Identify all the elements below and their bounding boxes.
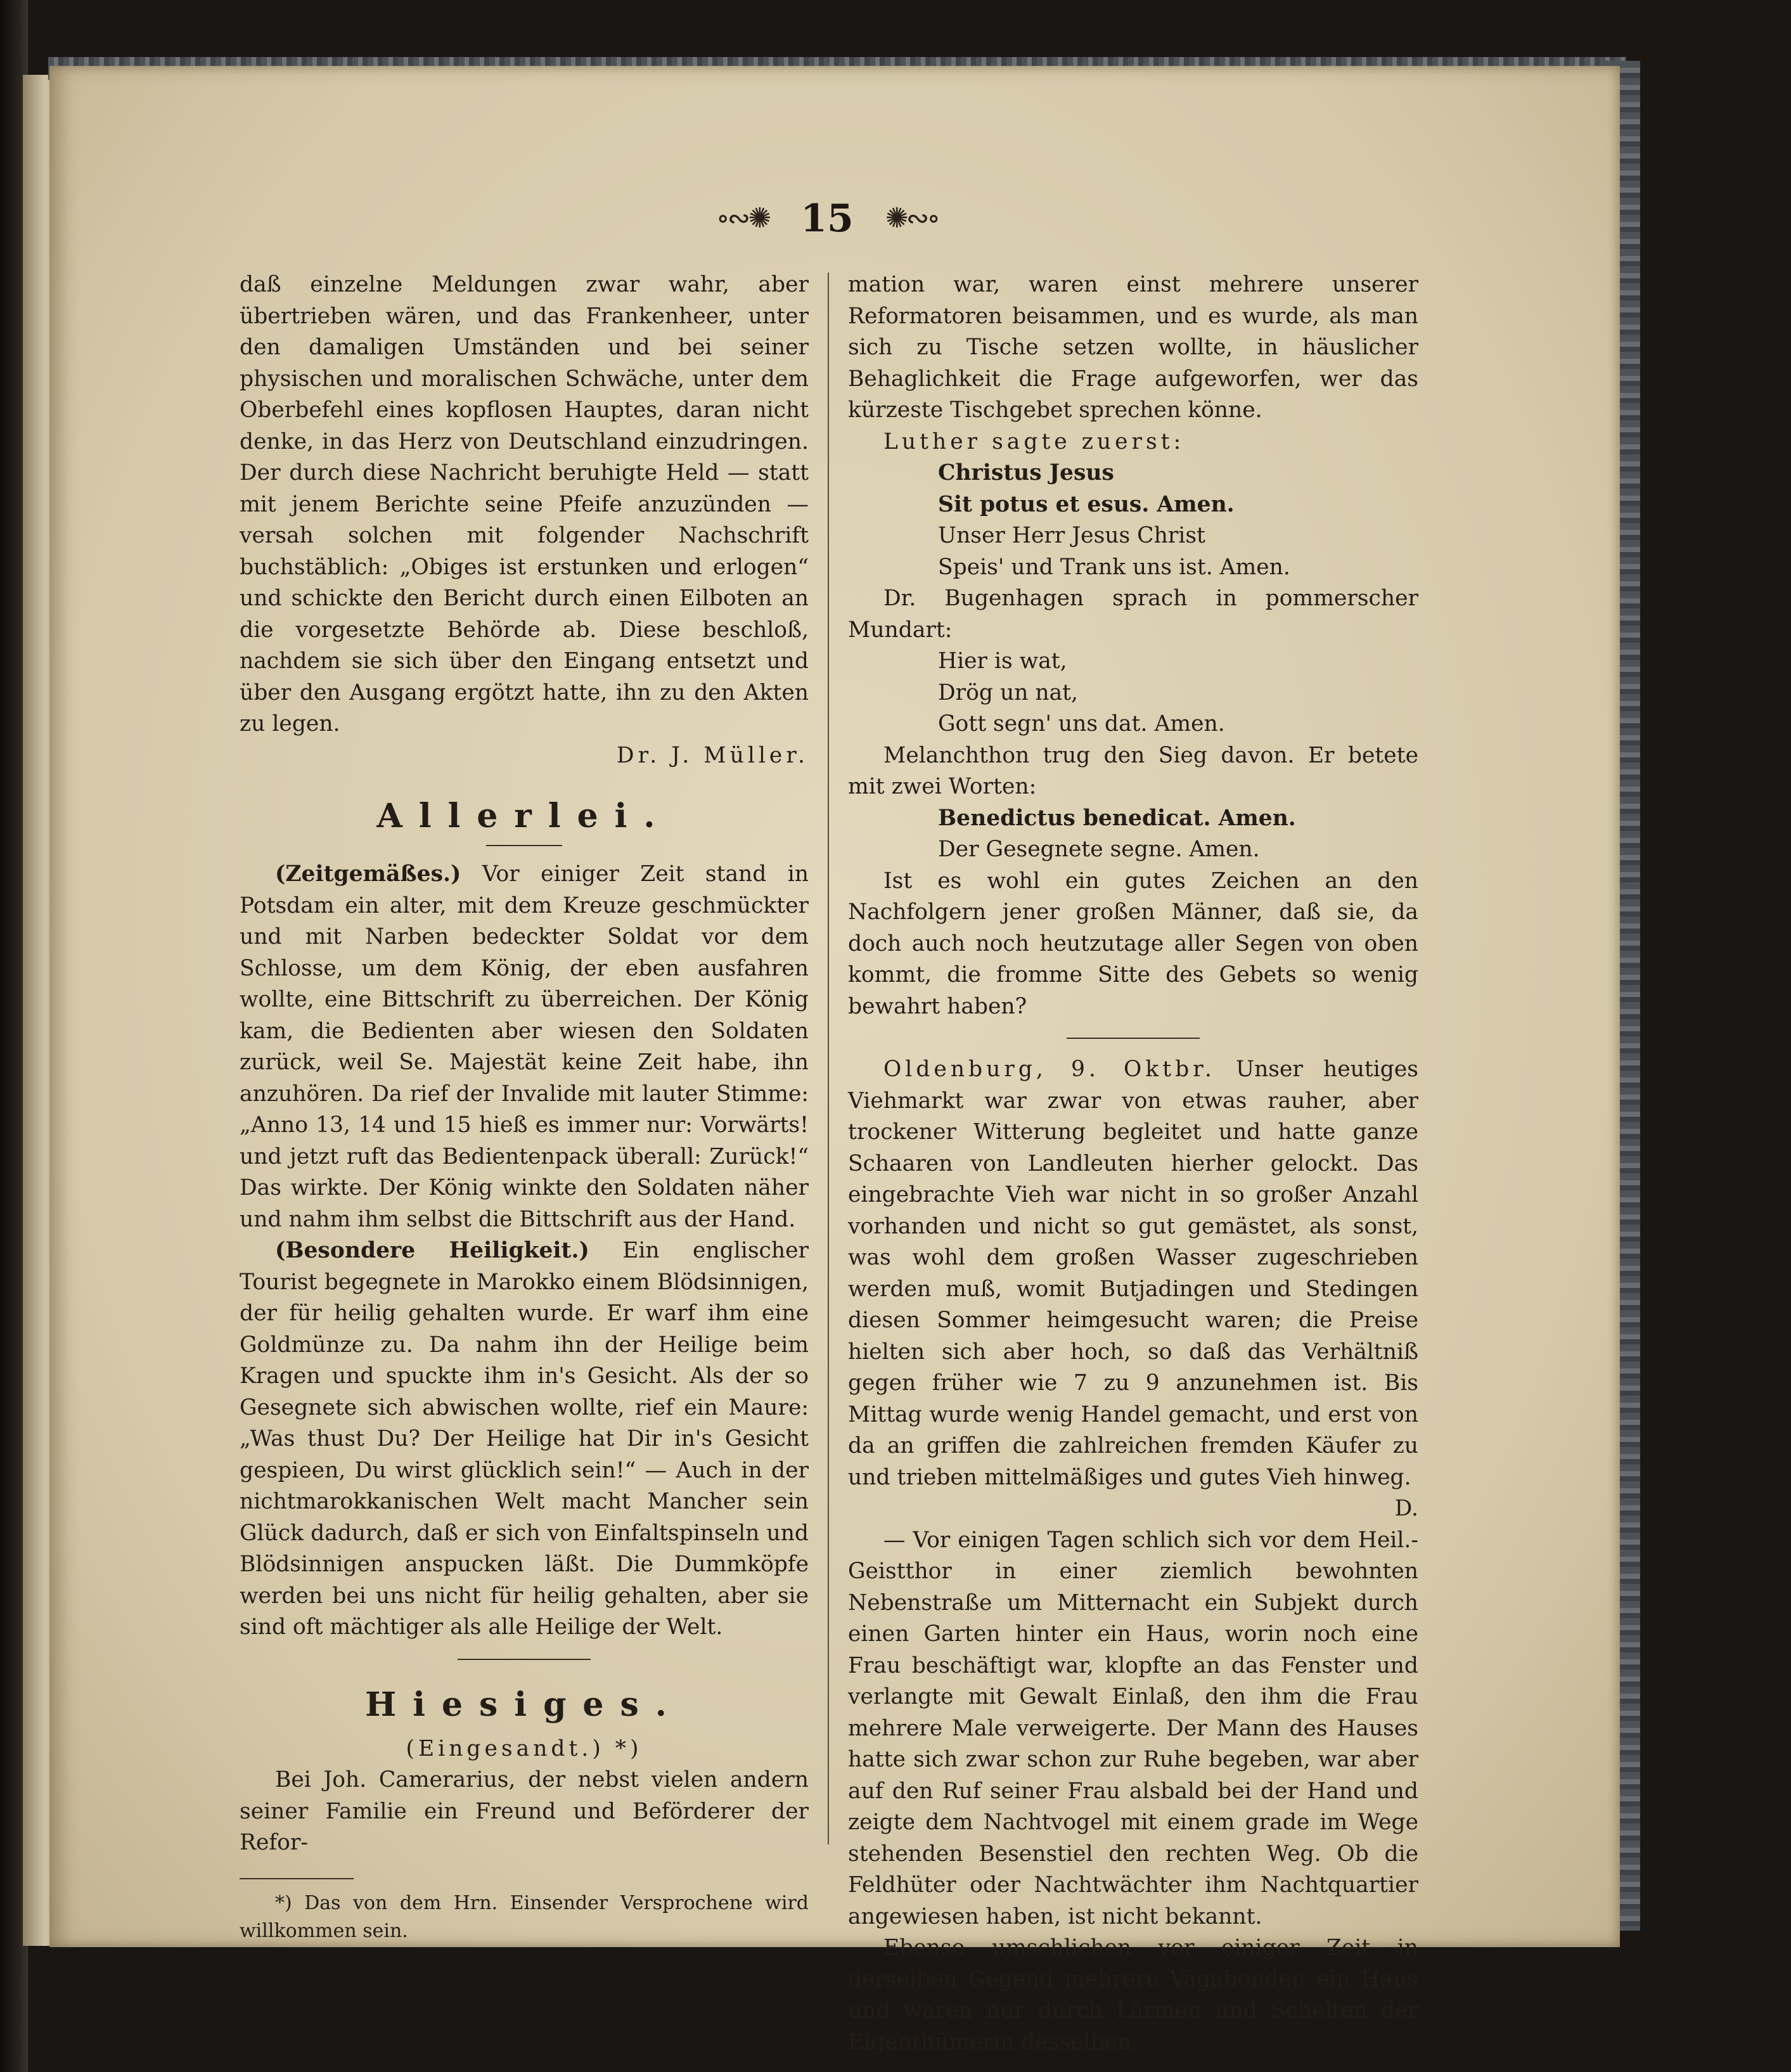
article-camerarius: Bei Joh. Camerarius, der nebst vielen andern seiner Familie ein Freund und Beförderer der Refor- [240,1767,809,1855]
bugenhagen-intro: Dr. Bugenhagen sprach in pommerscher Mundart: [848,586,1418,643]
article-text: Vor einiger Zeit stand in Potsdam ein alter, mit dem Kreuze geschmückter und mit Narben bedeckter Soldat vor dem Schlosse, um dem König, der eben ausfahren wollte, eine Bittschrift zu überreichen. Der König kam, die Bedienten aber wiesen den Soldaten zurück, weil Se. Majestät keine Zeit habe, ihn anzuhören. Da rief der Invalide mit lauter Stimme: „Anno 13, 14 und 15 hieß es immer nur: Vorwärts! und jetzt ruft das Bedientenpack überall: Zurück!“ Das wirkte. Der König winkte den Soldaten näher und nahm ihm selbst die Bittschrift aus der Hand. [240,861,809,1232]
article-heading: (Besondere Heiligkeit.) [275,1238,589,1263]
section-title-allerlei: Allerlei. [376,797,672,835]
news-item: Ebenso umschlichen vor einiger Zeit in derselben Gegend mehrere Vagabonden ein Haus und waren nur durch Lärmen und Schelten der Eigenthümerin desselben, [848,1935,1418,2055]
footnote-rule [240,1878,354,1879]
oldenburg-text: Unser heutiges Viehmarkt war zwar von etwas rauher, aber trockener Witterung begleitet und hatte ganze Schaaren von Landleuten hierher gelockt. Das eingebrachte Vieh war nicht in so großer Anzahl vorhanden und nicht so gut gemästet, als sonst, was wohl dem großen Wasser zugeschrieben werden muß, womit Butjadingen und Stedingen diesen Sommer heimgesucht waren; die Preise hielten sich aber hoch, so daß das Verhältniß gegen früher wie 7 zu 9 anzunehmen ist. Bis Mittag wurde wenig Handel gemacht, und erst von da an griffen die zahlreichen fremden Käufer zu und trieben mittelmäßiges und gutes Vieh hinweg. [848,1057,1419,1490]
ornament-right-icon: ✺∾∘ [885,202,939,235]
verse-line: Hier is wat, [938,648,1067,674]
page-number: 15 [800,196,854,241]
oldenburg-report [848,1054,1418,1493]
verse-line: Sit potus et esus. Amen. [938,491,1235,517]
verse-line: Speis' und Trank uns ist. Amen. [938,554,1290,580]
section-rule [458,1659,591,1660]
news-item: — Vor einigen Tagen schlich sich vor dem Heil.-Geistthor in einer ziemlich bewohnten Nebenstraße um Mitternacht ein Subjekt durch einen Garten hinter ein Haus, worin noch eine Frau beschäftigt war, klopfte an das Fenster und verlangte mit Gewalt Einlaß, den ihm die Frau mehrere Male verweigerte. Der Mann des Hauses hatte sich zwar schon zur Ruhe begeben, war aber auf den Ruf seiner Frau alsbald bei der Hand und zeigte dem Nachtvogel mit einem grade im Wege stehenden Besenstiel den rechten Weg. Ob die Feldhüter oder Nachtwächter ihm Nachtquartier angewiesen haben, ist nicht bekannt. [848,1527,1418,1929]
verse-line: Drög un nat, [938,679,1078,705]
left-column [240,269,809,1945]
verse-line: Der Gesegnete segne. Amen. [938,837,1260,862]
verse-line: Unser Herr Jesus Christ [938,523,1205,548]
article-zeitgemaesses [240,859,809,1235]
oldenburg-signature: D. [1394,1496,1418,1521]
page-header [669,190,985,247]
verse-line: Gott segn' uns dat. Amen. [938,711,1225,737]
closing-paragraph: Ist es wohl ein gutes Zeichen an den Nachfolgern jener großen Männer, daß sie, da doch auch noch heutzutage aller Segen von oben kommt, die fromme Sitte des Gebets so wenig bewahrt haben? [848,868,1418,1019]
section-rule [486,845,562,846]
author-signature: Dr. J. Müller. [616,742,809,768]
section-subtitle: (Eingesandt.) *) [406,1735,643,1761]
verse-line: Benedictus benedicat. Amen. [938,805,1296,831]
continuation-paragraph: mation war, waren einst mehrere unserer Reformatoren beisammen, und es wurde, als man sich zu Tische setzen wollte, in häuslicher Behaglichkeit die Frage aufgeworfen, wer das kürzeste Tischgebet sprechen könne. [848,272,1418,423]
section-title-hiesiges: Hiesiges. [365,1685,683,1724]
article-besondere-heiligkeit [240,1235,809,1644]
oldenburg-heading: Oldenburg, 9. Oktbr. [883,1057,1216,1082]
column-divider [828,273,829,1844]
ornament-left-icon: ∘∾✺ [716,202,769,235]
article-text: Ein englischer Tourist begegnete in Marokko einem Blödsinnigen, der für heilig gehalten wurde. Er warf ihm eine Goldmünze zu. Da nahm ihn der Heilige beim Kragen und spuckte ihm in's Gesicht. Als der so Gesegnete sich abwischen wollte, rief ein Maure: „Was thust Du? Der Heilige hat Dir in's Gesicht gespieen, Du wirst glücklich sein!“ — Auch in der nichtmarokkanischen Welt macht Mancher sein Glück dadurch, daß er sich von Einfaltspinseln und Blödsinnigen anspucken läßt. Die Dummköpfe werden bei uns nicht für heilig gehalten, aber sie sind oft mächtiger als alle Heilige der Welt. [240,1238,809,1640]
luther-intro: Luther sagte zuerst: [883,428,1185,454]
intro-paragraph: daß einzelne Meldungen zwar wahr, aber übertrieben wären, und das Frankenheer, unter den damaligen Umständen und bei seiner physischen und moralischen Schwäche, unter dem Oberbefehl eines kopflosen Hauptes, daran nicht denke, in das Herz von Deutschland einzudringen. Der durch diese Nachricht beruhigte Held — statt mit jenem Berichte seine Pfeife anzuzünden — versah solchen mit folgender Nachschrift buchstäblich: „Obiges ist erstunken und erlogen“ und schickte den Bericht durch einen Eilboten an die vorgesetzte Behörde ab. Diese beschloß, nachdem sie sich über den Eingang entsetzt und über den Ausgang ergötzt hatte, ihn zu den Akten zu legen. [240,272,809,737]
article-heading: (Zeitgemäßes.) [275,861,461,887]
right-column [848,269,1418,2058]
footnote: *) Das von dem Hrn. Einsender Versprochene wird willkommen sein. [240,1891,809,1942]
verse-line: Christus Jesus [938,460,1114,486]
melanchthon-intro: Melanchthon trug den Sieg davon. Er betete mit zwei Worten: [848,742,1418,799]
section-rule [1067,1038,1200,1039]
